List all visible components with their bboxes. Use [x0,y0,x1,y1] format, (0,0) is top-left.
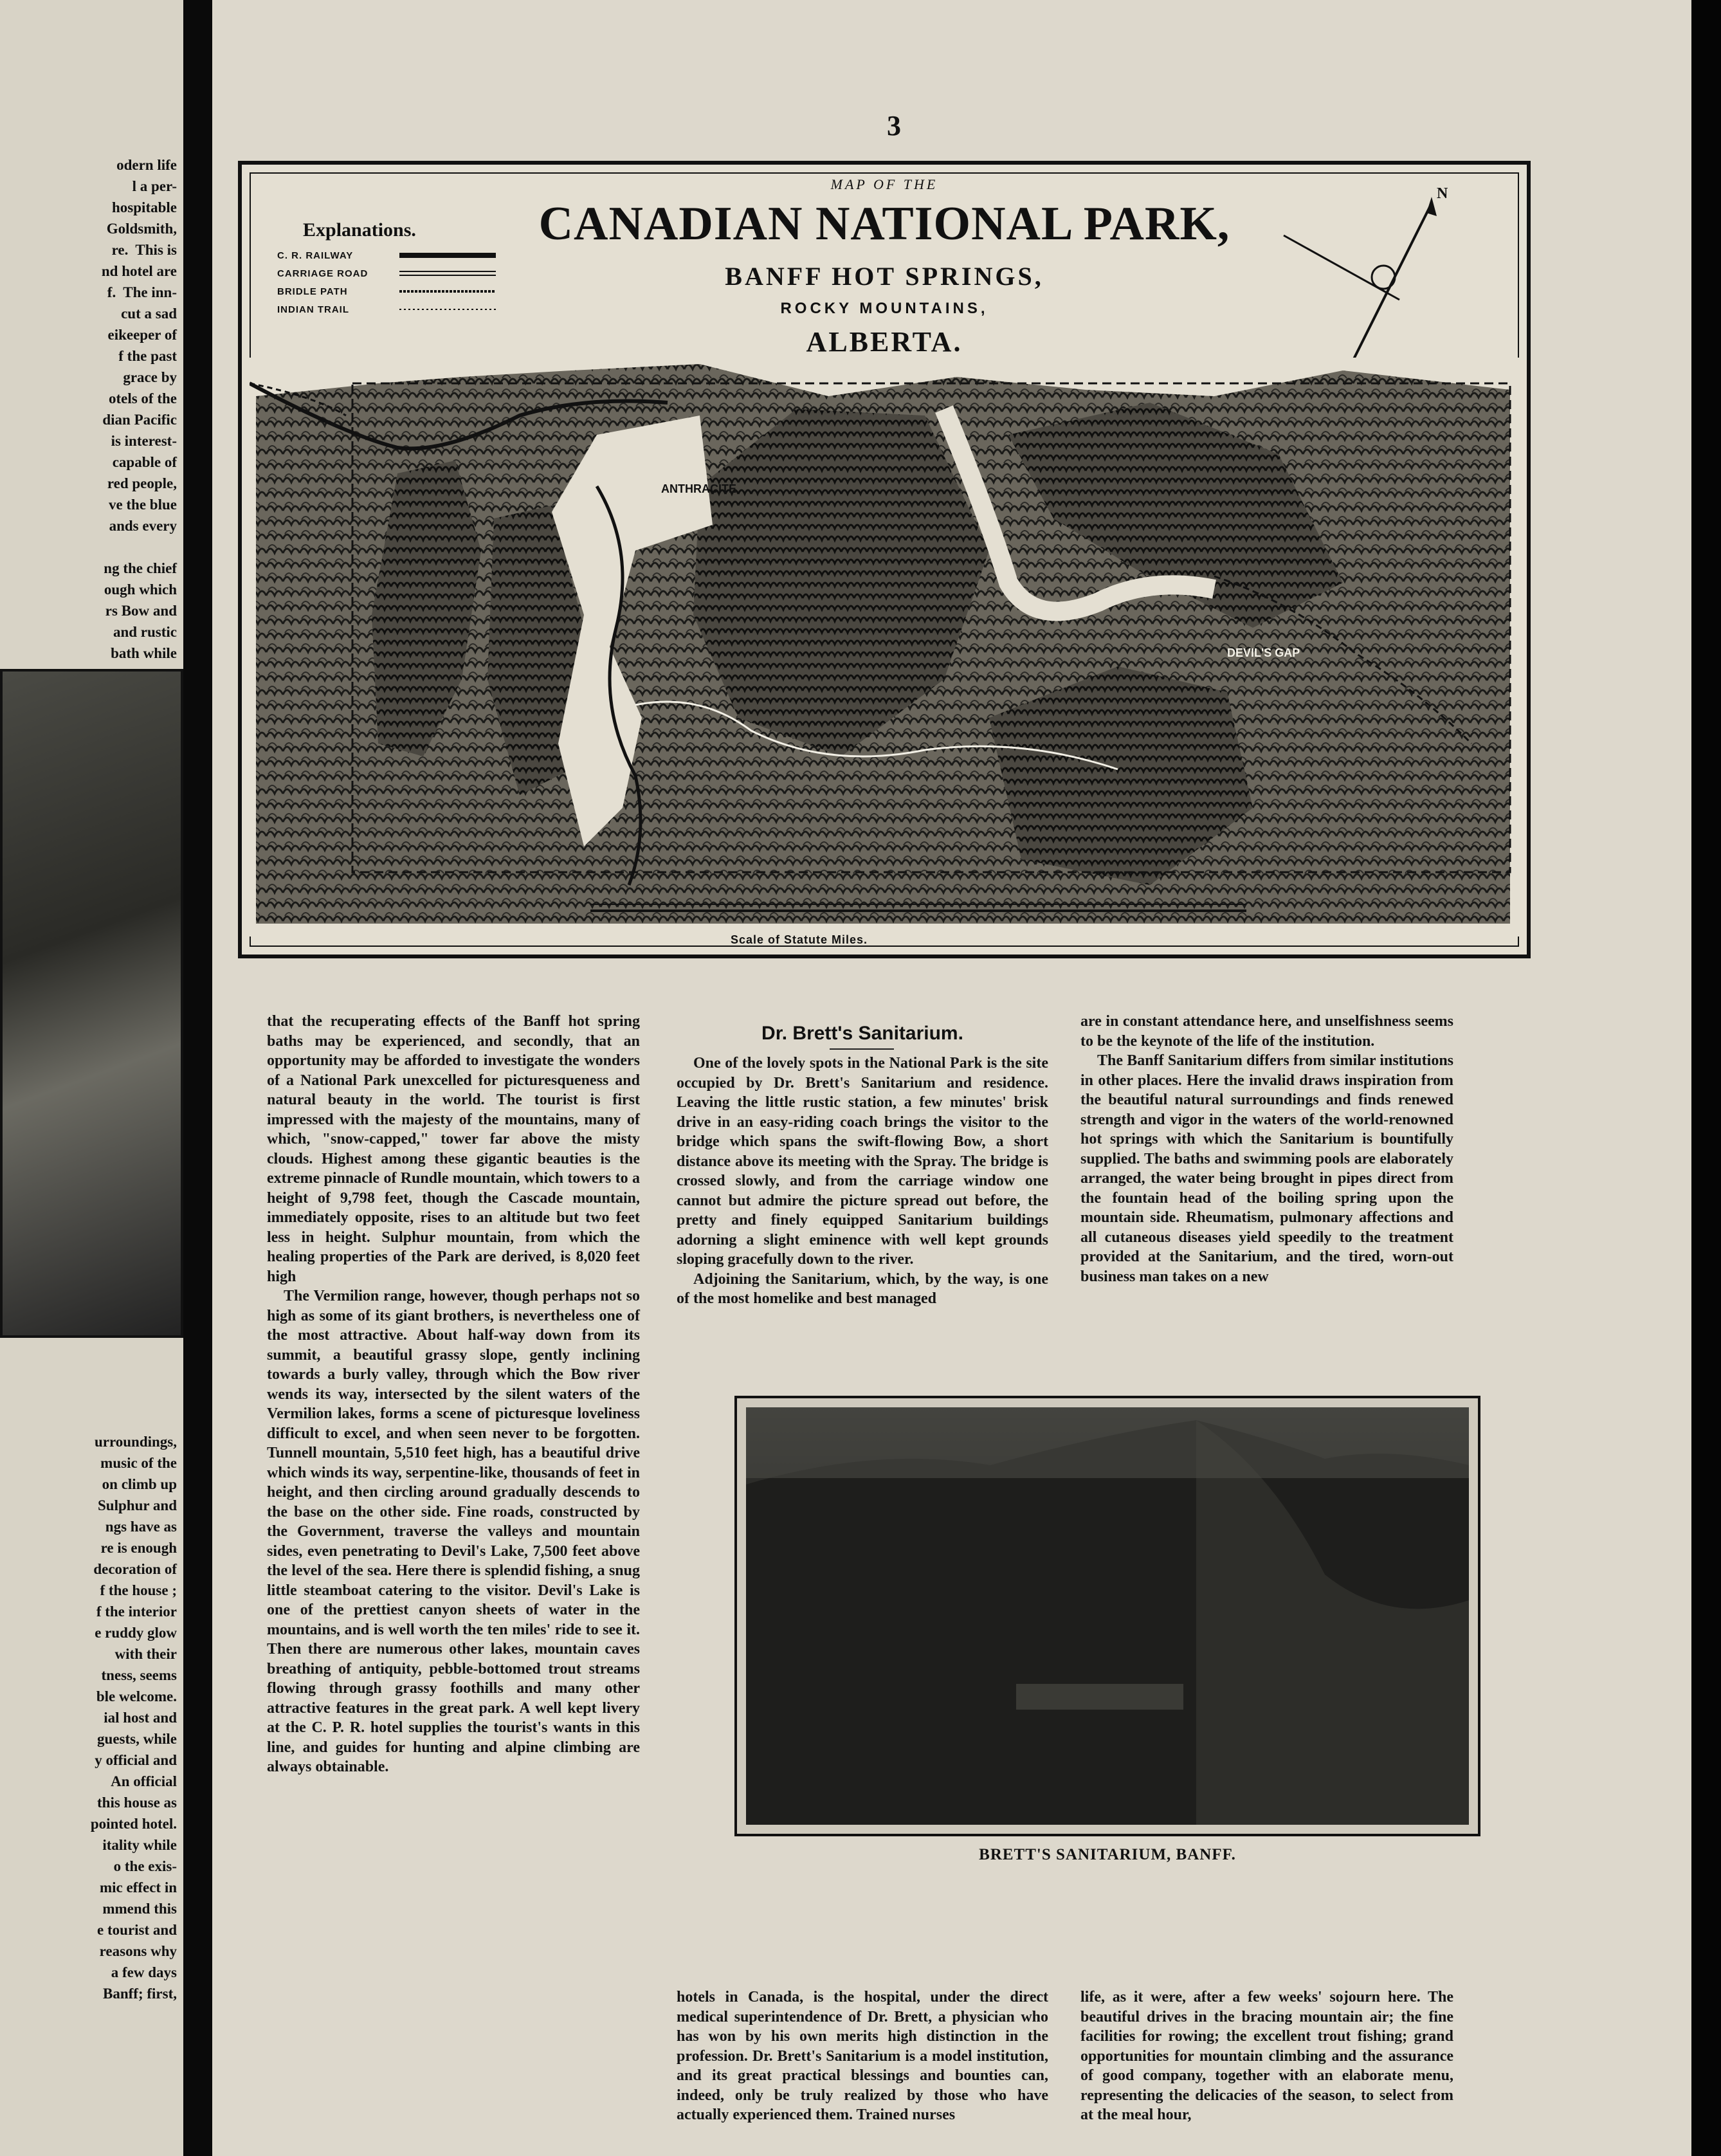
railway-line-icon [399,251,496,259]
page-number: 3 [887,110,901,142]
compass-north-label: N [1437,185,1448,202]
margin-text-line: l a per- [132,178,177,194]
margin-text-line: tness, seems [101,1667,177,1683]
margin-text-line: mmend this [102,1901,177,1917]
paragraph: The Vermilion range, however, though perhaps not so high as some of its giant brothers, is nevertheless one of the most attractive. About half-way down from its summit, a beautiful grassy slope, gently inclining towards a burly valley, through which the Bow river wends its way, intersected by the silent waters of the Vermilion lakes, forms a scene of picturesque loveliness difficult to excel, and when seen never to be forgotten. Tunnell mountain, 5,510 feet high, has a beautiful drive which winds its way, serpentine-like, thousands of feet in height, and then circling around gradually descends to the base on the other side. Fine roads, constructed by the Government, traverse the valleys and mountain sides, even penetrating to Devil's Lake, 7,500 feet above the level of the sea. Here there is splendid fishing, a snug little steamboat catering to the visitor. Devil's Lake is one of the prettiest canyon sheets of water in the mountains, and is well worth the ten miles' ride to see it. Then there are numerous other lakes, mountain caves breathing of antiquity, pebble-bottomed trout streams flowing through grassy foothills and many other attractive features in the great park. A well kept livery at the C. P. R. hotel supplies the tourist's wants in this line, and guides for hunting and alpine climbing are always obtainable. [267,1288,640,1775]
map-subtitle-2: ROCKY MOUNTAINS, [780,300,988,317]
title-rule [830,1048,894,1050]
legend-row-trail [277,300,522,318]
margin-text-line: this house as [97,1795,177,1811]
margin-text-line: f the house ; [100,1582,177,1598]
margin-text-line: with their [114,1646,177,1662]
photo-caption: BRETT'S SANITARIUM, BANFF. [979,1846,1236,1863]
text-column-3-continued [1080,1987,1453,2125]
legend-row-railway [277,246,522,264]
bridle-path-icon [399,288,496,295]
margin-text-line: eikeeper of [107,327,177,343]
margin-text-line: pointed hotel. [90,1816,177,1832]
paragraph: One of the lovely spots in the National Park is the site occupied by Dr. Brett's Sanitarium and residence. Leaving the little rustic station, a few minutes' brisk drive in an easy-riding coach brings the visitor to the bridge which spans the swift-flowing Bow, a short distance above its meeting with the Spray. The bridge is crossed slowly, and from the carriage window one cannot but admire the picture spread out before, the pretty and finely equipped Sanitarium buildings adorning a slight eminence with well kept grounds sloping gracefully down to the river. [677,1055,1048,1268]
margin-text-line: guests, while [97,1731,177,1747]
legend-label: C. R. RAILWAY [277,250,354,261]
page-spine [183,0,212,2156]
margin-text-line: ial host and [104,1710,177,1726]
margin-text-line: is interest- [111,433,177,449]
margin-text-line: bath while [111,645,177,661]
margin-text-line: ough which [104,581,177,598]
margin-text-line: and rustic [113,624,177,640]
road-line-icon [399,270,496,277]
legend-row-bridle [277,282,522,300]
margin-text-line: dian Pacific [102,412,177,428]
margin-text-line: ve the blue [108,497,177,513]
margin-text-line: otels of the [108,390,177,407]
margin-text-line: reasons why [99,1943,177,1959]
margin-text-line: red people, [107,475,177,491]
margin-text-line: rs Bow and [105,603,177,619]
margin-text-line: re. This is [111,242,177,258]
map-scale-label: Scale of Statute Miles. [731,933,868,946]
map-label-devils-gap: DEVIL'S GAP [1227,646,1300,659]
margin-text-line: capable of [112,454,177,470]
text-column-2 [677,1054,1048,1309]
margin-text-line: itality while [102,1837,177,1853]
margin-text-line: f the past [118,348,177,364]
margin-text-line: nd hotel are [101,263,177,279]
margin-text-line: cut a sad [121,306,177,322]
margin-text-line: a few days [111,1964,177,1980]
margin-text-line: e ruddy glow [95,1625,177,1641]
margin-text-line: ng the chief [104,560,177,576]
margin-text-line: hospitable [112,199,177,215]
map-title-small: MAP OF THE [830,176,938,192]
text-column-3 [1080,1012,1453,1286]
indian-trail-icon [399,306,496,313]
margin-text-line: Banff; first, [103,1986,177,2002]
paragraph: that the recuperating effects of the Banff hot spring baths may be experienced, and secondly, that an opportunity may be afforded to investigate the wonders of a National Park unexcelled for picturesqueness and natural beauty in the world. The tourist is first impressed with the majesty of the mountains, many of which, "snow-capped," tower far above the misty clouds. Highest among these gigantic beauties is the extreme pinnacle of Rundle mountain, which towers to a height of 9,798 feet, though the Cascade mountain, immediately opposite, rises to an altitude but two feet less in height. Sulphur mountain, from which the healing properties of the Park are derived, is 8,020 feet high [267,1013,640,1285]
margin-text-line: An official [111,1773,177,1789]
paragraph: Adjoining the Sanitarium, which, by the way, is one of the most homelike and best managed [677,1270,1048,1307]
margin-text-line: ands every [109,518,177,534]
paragraph: The Banff Sanitarium differs from similar institutions in other places. Here the invalid draws inspiration from the beautiful natural surroundings and finds renewed strength and vigor in the waters of the world-renowned hot springs with which the Sanitarium is bountifully supplied. The baths and swimming pools are elaborately arranged, the water being brought in pipes direct from the fountain head of the boiling spring upon the mountain side. Rheumatism, pulmonary affections and all cutaneous diseases yield speedily to the treatment provided at the Sanitarium, and the tired, worn-out business man takes on a new [1080,1052,1453,1285]
margin-text-line: y official and [95,1752,177,1768]
margin-text-line: f the interior [96,1603,177,1620]
margin-text-line: mic effect in [99,1879,177,1896]
legend-title: Explanations. [303,219,416,241]
margin-text-line: odern life [116,157,177,173]
map-subtitle-1: BANFF HOT SPRINGS, [725,262,1044,291]
map-title: CANADIAN NATIONAL PARK, [538,197,1230,250]
sanitarium-photo-image [746,1407,1469,1825]
map-legend [277,219,522,318]
map-label-anthracite: ANTHRACITE [661,482,736,495]
margin-text-line: Goldsmith, [106,221,177,237]
left-page-photo [0,669,183,1338]
text-column-1 [267,1012,640,1777]
article-title: Dr. Brett's Sanitarium. [761,1023,963,1044]
margin-text-line: e tourist and [97,1922,177,1938]
legend-row-road [277,264,522,282]
margin-text-line: Sulphur and [98,1497,177,1513]
margin-text-line: re is enough [100,1540,177,1556]
margin-text-line: grace by [123,369,177,385]
sanitarium-photo [734,1396,1480,1836]
margin-text-line: on climb up [102,1476,177,1492]
map-subtitle-3: ALBERTA. [806,326,963,358]
text-column-2-continued [677,1987,1048,2125]
margin-text-line: decoration of [93,1561,177,1577]
margin-text-line: ble welcome. [96,1688,177,1704]
margin-text-line: ngs have as [105,1519,177,1535]
paragraph: life, as it were, after a few weeks' sojourn here. The beautiful drives in the bracing mountain air; the fine facilities for rowing; the excellent trout fishing; grand opportunities for mountain climbing and the assurance of good company, together with an elaborate menu, representing the delicacies of the season, to select from at the meal hour, [1080,1989,1453,2123]
paragraph: are in constant attendance here, and unselfishness seems to be the keynote of the life of the institution. [1080,1013,1453,1050]
margin-text-line: o the exis- [113,1858,177,1874]
margin-text-line: f. The inn- [107,284,177,300]
left-page-fragment [0,0,183,2156]
margin-text-line: urroundings, [94,1434,177,1450]
newspaper-page [212,0,1691,2156]
legend-label: BRIDLE PATH [277,286,348,297]
map-terrain [250,358,1520,936]
margin-text-line: music of the [100,1455,177,1471]
paragraph: hotels in Canada, is the hospital, under the direct medical superintendence of Dr. Brett, a physician who has won by his own merits high distinction in the profession. Dr. Brett's Sanitarium is a model institution, and its great practical blessings and bounties can, indeed, only be truly realized by those who have actually experienced them. Trained nurses [677,1989,1048,2123]
park-map [238,161,1531,958]
legend-label: INDIAN TRAIL [277,304,349,315]
legend-label: CARRIAGE ROAD [277,268,369,279]
